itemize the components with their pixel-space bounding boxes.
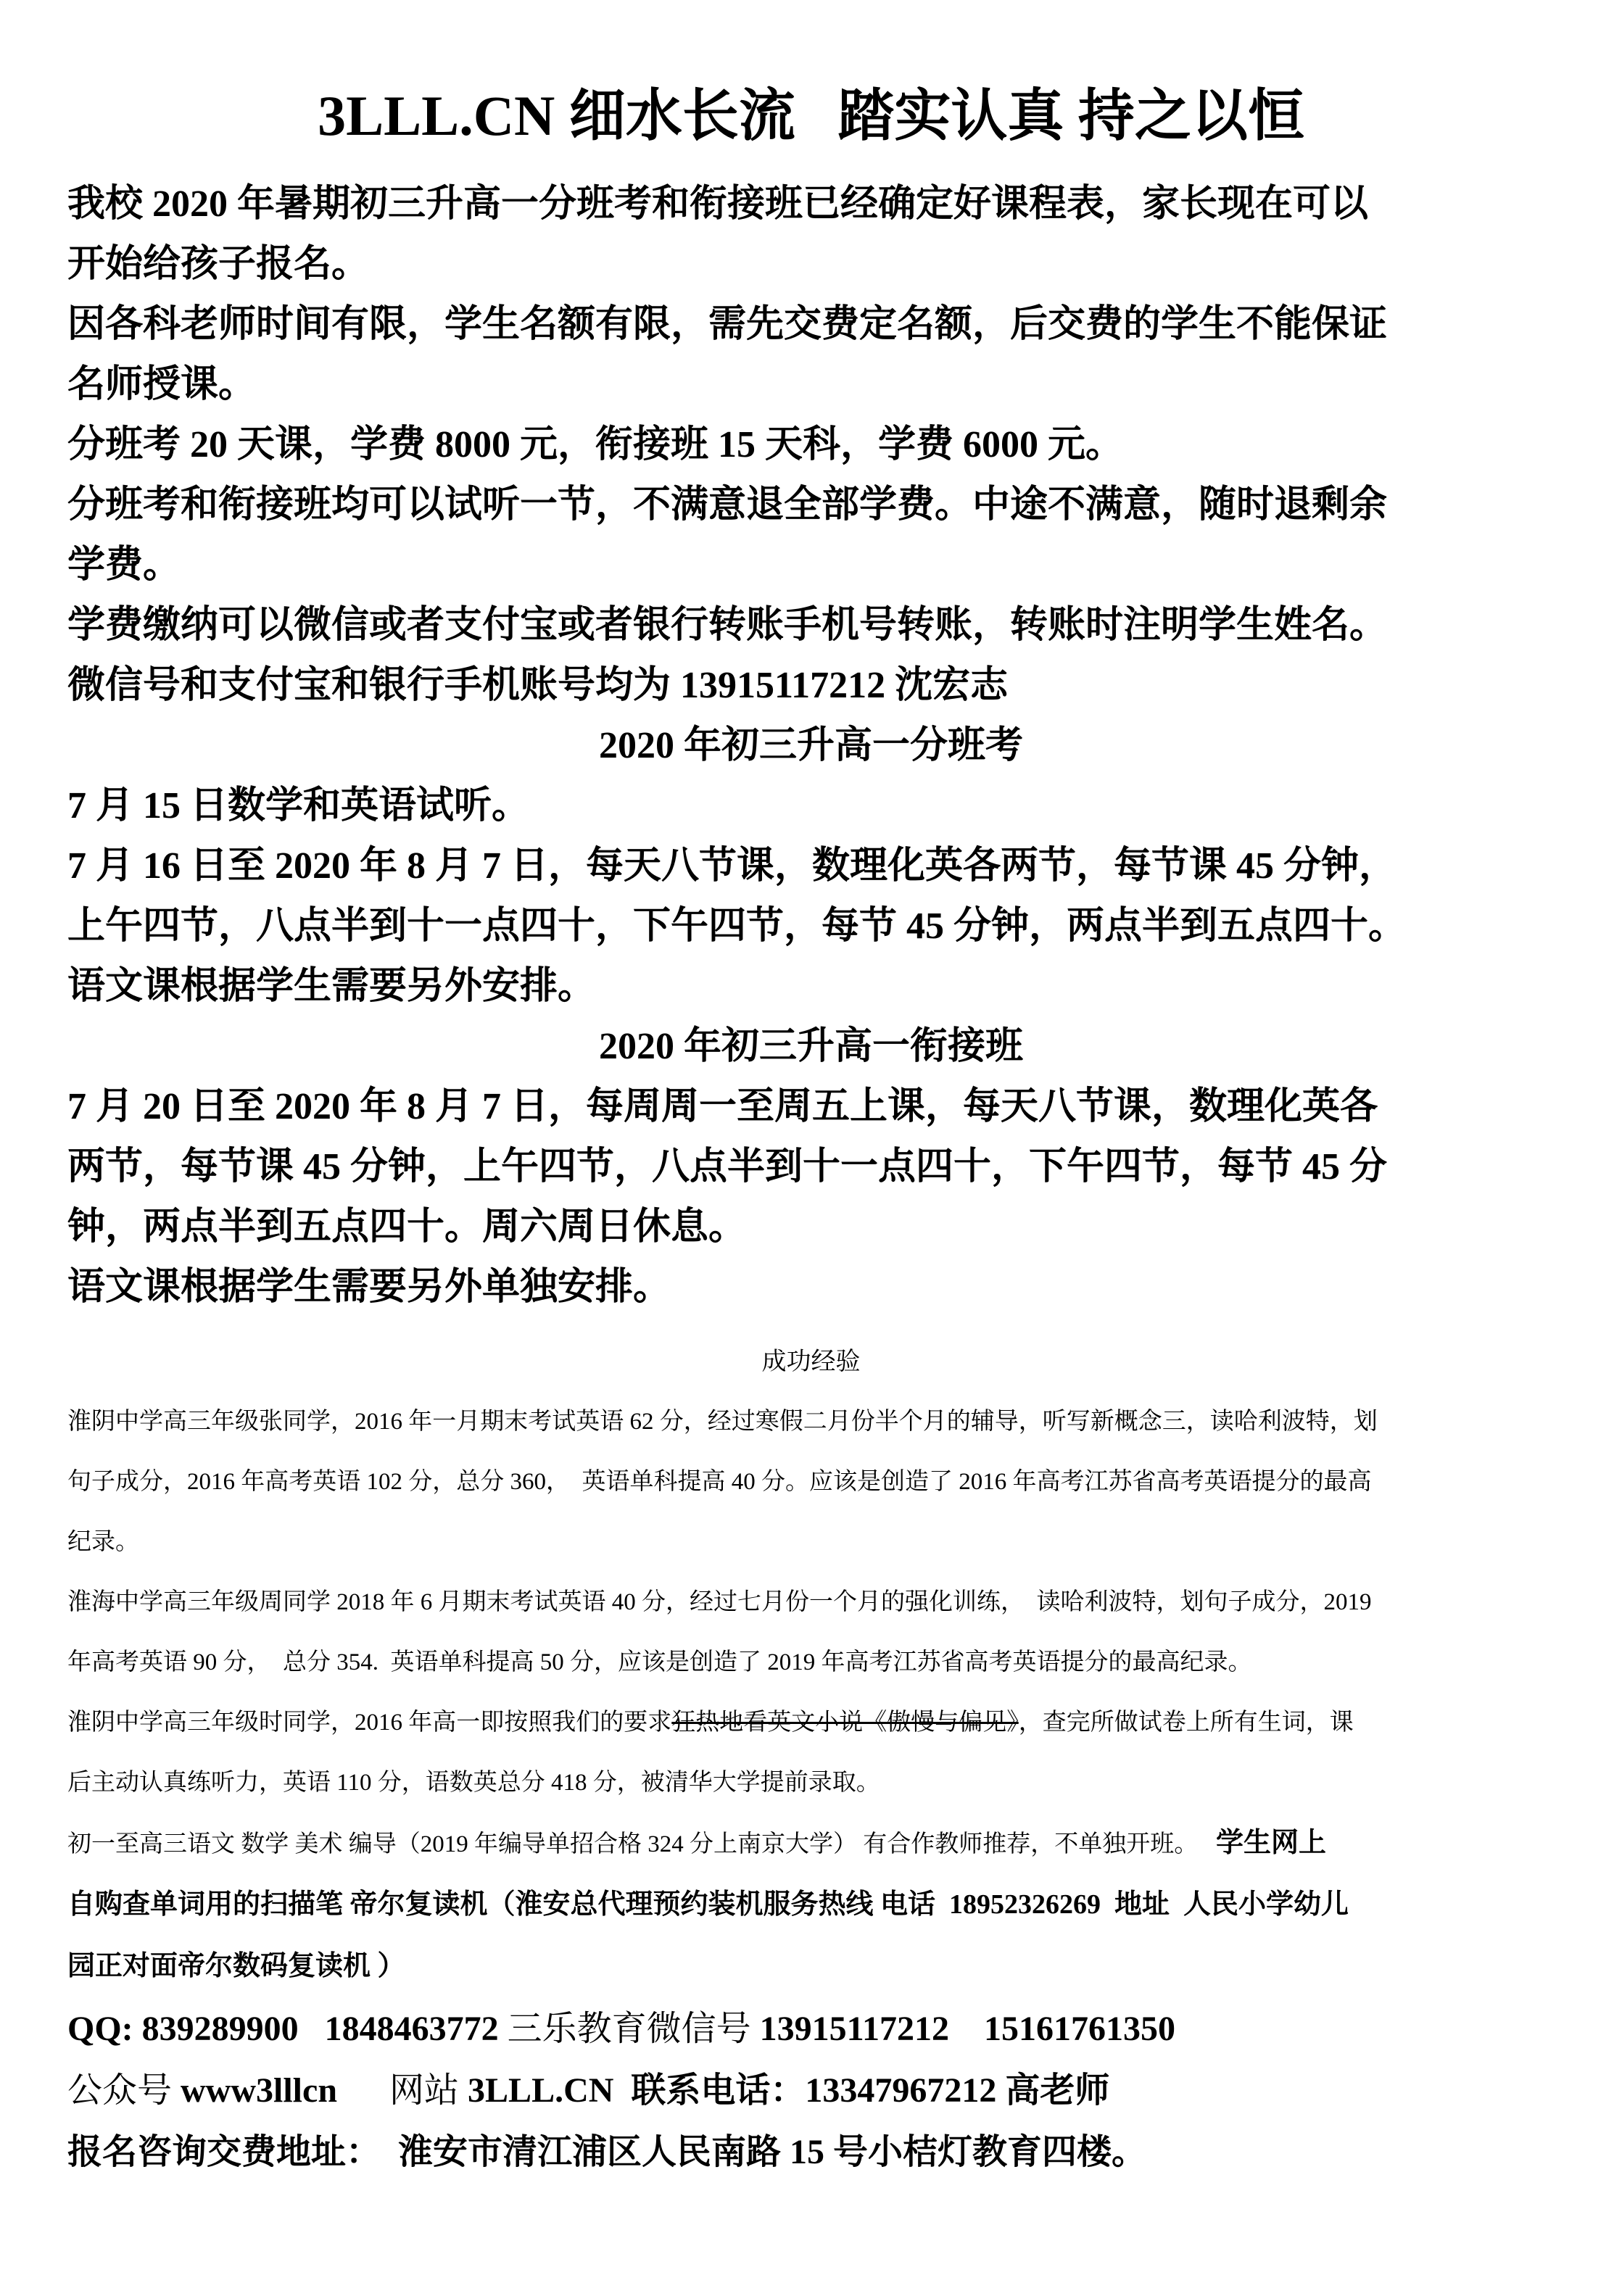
qq-numbers: QQ: 839289900 1848463772: [67, 2010, 508, 2048]
qq-line: [67, 1998, 1555, 2060]
payment-account-line: 微信号和支付宝和银行手机账号均为 13915117212 沈宏志: [67, 665, 1009, 706]
placement-exam-line: 7 月 15 日数学和英语试听。: [67, 785, 530, 826]
page-title: 3LLL.CN 细水长流 踏实认真 持之以恒: [318, 84, 1304, 147]
intro-line: 分班考和衔接班均可以试听一节，不满意退全部学费。中途不满意，随时退剩余: [67, 484, 1388, 526]
story-line: 句子成分，2016 年高考英语 102 分，总分 360， 英语单科提高 40 分。应该是创造了 2016 年高考江苏省高考英语提分的最高: [67, 1469, 1372, 1495]
contact-phone: 联系电话：13347967212 高老师: [631, 2071, 1110, 2110]
bridge-class-heading: 2020 年初三升高一衔接班: [598, 1026, 1023, 1067]
wechat-numbers: 13915117212 15161761350: [759, 2010, 1176, 2048]
wechat-label: 三乐教育微信号: [507, 2010, 760, 2048]
placement-exam-line: 上午四节，八点半到十一点四十，下午四节，每节 45 分钟，两点半到五点四十。: [67, 905, 1407, 947]
scanner-pen-bold-text: 学生网上: [1216, 1828, 1327, 1858]
intro-line: 学费缴纳可以微信或者支付宝或者银行转账手机号转账，转账时注明学生姓名。: [67, 605, 1388, 646]
success-stories-heading: 成功经验: [761, 1348, 861, 1375]
website-line: [67, 2060, 1555, 2121]
placement-exam-line: 语文课根据学生需要另外安排。: [67, 966, 596, 1007]
official-account-label: 公众号: [67, 2071, 181, 2110]
story-line: [67, 1693, 1555, 1753]
story-line: 淮阴中学高三年级张同学，2016 年一月期末考试英语 62 分，经过寒假二月份半个月的辅导，听写新概念三，读哈利波特，划: [67, 1409, 1378, 1435]
placement-exam-heading: 2020 年初三升高一分班考: [598, 725, 1023, 766]
intro-line: 因各科老师时间有限，学生名额有限，需先交费定名额，后交费的学生不能保证: [67, 304, 1388, 345]
scanner-pen-bold-text: 园正对面帝尔数码复读机 ）: [67, 1951, 405, 1981]
website-url: 3LLL.CN: [468, 2071, 614, 2110]
bridge-class-line: 钟，两点半到五点四十。周六周日休息。: [67, 1206, 747, 1248]
scanner-pen-bold-text: 自购查单词用的扫描笔 帝尔复读机（淮安总代理预约装机服务热线 电话 18952326269 地址 人民小学幼儿: [67, 1889, 1349, 1920]
courses-line: [67, 1813, 1555, 1875]
courses-text: 初一至高三语文 数学 美术 编导（2019 年编导单招合格 324 分上南京大学） 有合作教师推荐，不单独开班。: [67, 1831, 1216, 1857]
intro-line: 名师授课。: [67, 364, 257, 405]
intro-line: 分班考 20 天课，学费 8000 元，衔接班 15 天科，学费 6000 元。: [67, 424, 1124, 465]
scanner-pen-line: [67, 1875, 1555, 1936]
bridge-class-line: 7 月 20 日至 2020 年 8 月 7 日，每周周一至周五上课，每天八节课，数理化英各: [67, 1086, 1378, 1127]
story-line: 后主动认真练听力，英语 110 分，语数英总分 418 分，被清华大学提前录取。: [67, 1770, 880, 1796]
story-line: 年高考英语 90 分， 总分 354. 英语单科提高 50 分，应该是创造了 2019 年高考江苏省高考英语提分的最高纪录。: [67, 1649, 1252, 1675]
story-text: ，查完所做试卷上所有生词，课: [1018, 1709, 1354, 1736]
story-line: 淮海中学高三年级周同学 2018 年 6 月期末考试英语 40 分，经过七月份一个月的强化训练， 读哈利波特，划句子成分，2019: [67, 1589, 1372, 1615]
scanner-pen-line: [67, 1936, 1555, 1998]
story-text: 淮阴中学高三年级时同学，2016 年高一即按照我们的要求: [67, 1709, 672, 1736]
spacer-text: [613, 2071, 631, 2110]
website-label: 网站: [337, 2071, 468, 2110]
bridge-class-line: 语文课根据学生需要另外单独安排。: [67, 1267, 671, 1308]
official-account-id: www3lllcn: [181, 2071, 338, 2110]
intro-line: 我校 2020 年暑期初三升高一分班考和衔接班已经确定好课程表，家长现在可以: [67, 183, 1369, 225]
bridge-class-line: 两节，每节课 45 分钟，上午四节，八点半到十一点四十，下午四节，每节 45 分: [67, 1146, 1388, 1188]
strikethrough-text: 狂热地看英文小说《傲慢与偏见》: [671, 1709, 1019, 1736]
intro-line: 学费。: [67, 544, 181, 586]
story-line: 纪录。: [67, 1529, 139, 1555]
address-line: 报名咨询交费地址： 淮安市清江浦区人民南路 15 号小桔灯教育四楼。: [67, 2133, 1147, 2171]
placement-exam-line: 7 月 16 日至 2020 年 8 月 7 日，每天八节课，数理化英各两节，每节课 45 分钟，: [67, 845, 1397, 887]
intro-line: 开始给孩子报名。: [67, 244, 370, 285]
